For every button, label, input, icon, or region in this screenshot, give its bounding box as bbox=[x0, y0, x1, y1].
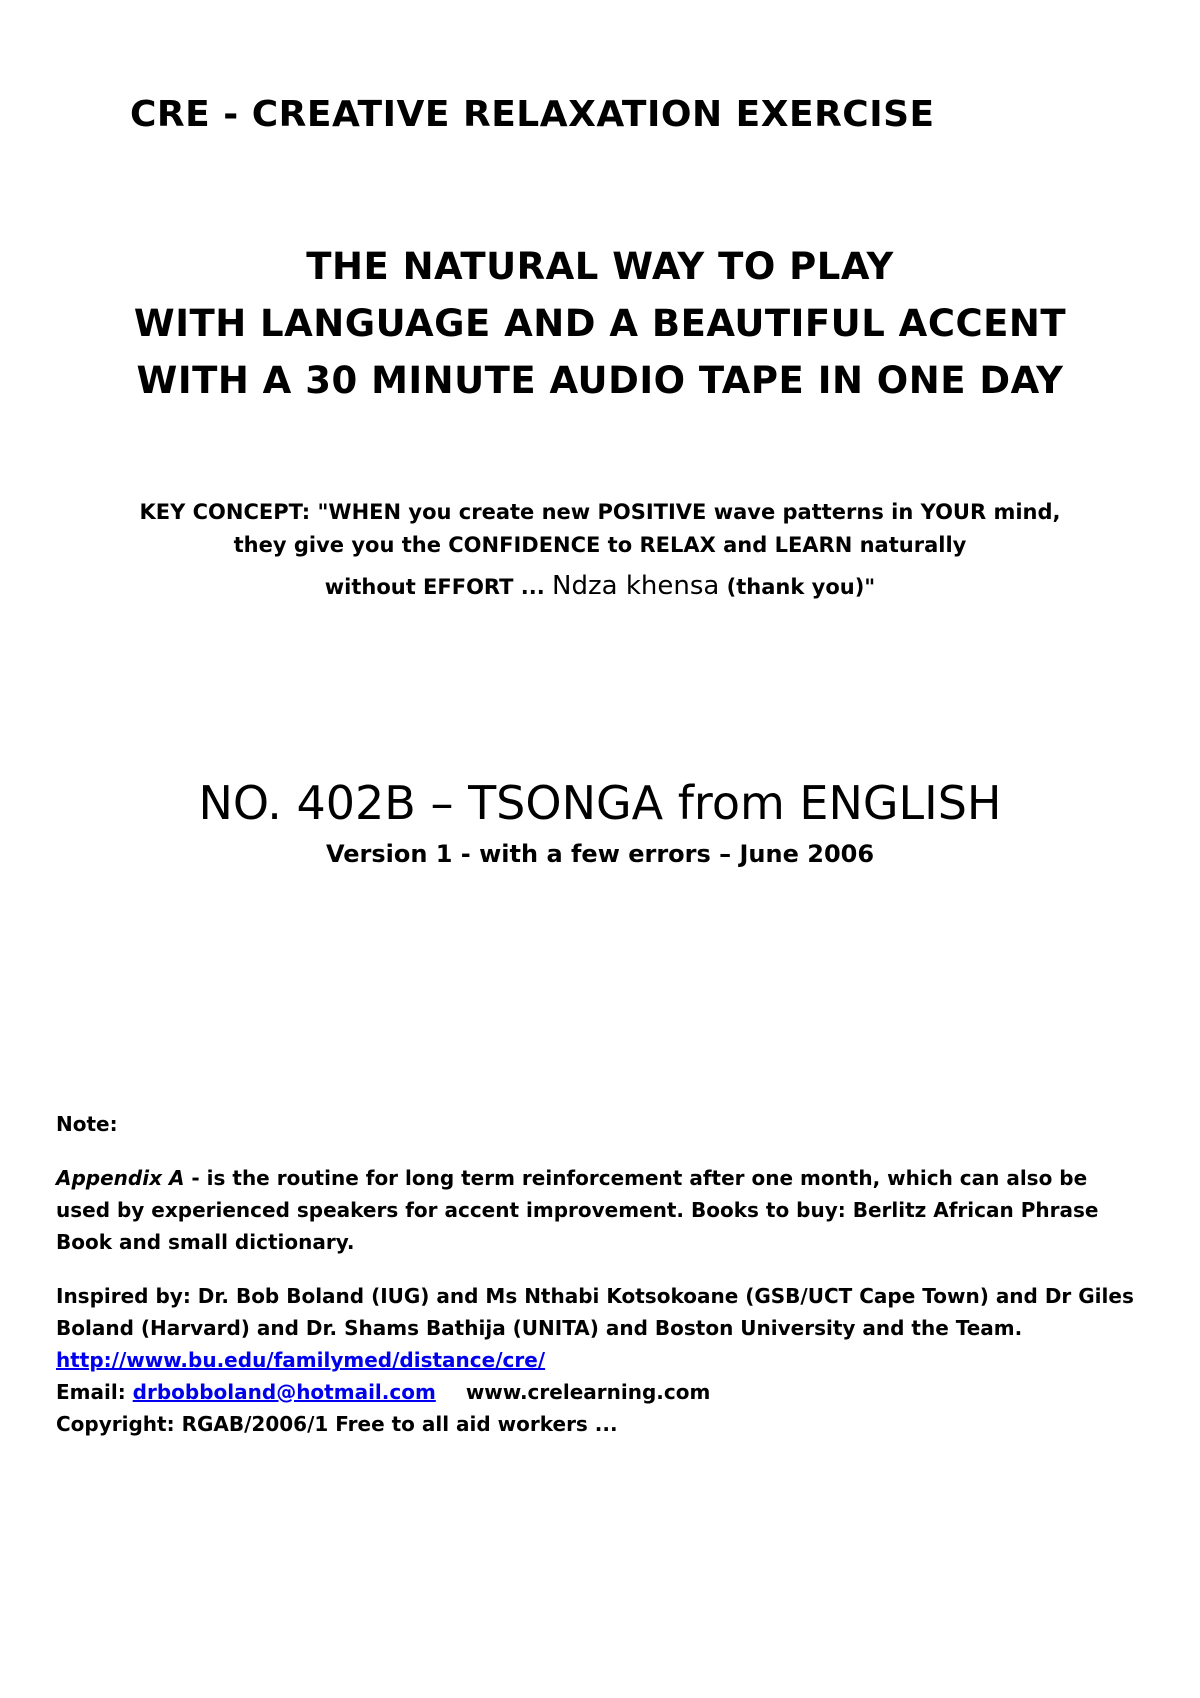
main-heading-line-2: WITH LANGUAGE AND A BEAUTIFUL ACCENT bbox=[133, 302, 1067, 345]
key-concept-line-2: they give you the CONFIDENCE to RELAX and LEARN naturally bbox=[233, 533, 967, 557]
main-heading-line-3: WITH A 30 MINUTE AUDIO TAPE IN ONE DAY bbox=[136, 359, 1064, 402]
notes-section bbox=[56, 1108, 1146, 1440]
note-label: Note: bbox=[56, 1112, 118, 1136]
copyright-line: Copyright: RGAB/2006/1 Free to all aid workers ... bbox=[56, 1412, 618, 1436]
website-text: www.crelearning.com bbox=[465, 1380, 711, 1404]
key-concept bbox=[0, 496, 1200, 604]
appendix-text: - is the routine for long term reinforcement after one month, which can also be used by experienced speakers for accent improvement. Books to buy: Berlitz African Phrase Book and small dictionary. bbox=[56, 1166, 1099, 1254]
key-concept-line-3-suffix: (thank you)" bbox=[726, 575, 876, 599]
version-line: Version 1 - with a few errors – June 2006 bbox=[325, 840, 875, 868]
bu-link[interactable]: http://www.bu.edu/familymed/distance/cre/ bbox=[56, 1348, 546, 1372]
inspired-text: Inspired by: Dr. Bob Boland (IUG) and Ms Nthabi Kotsokoane (GSB/UCT Cape Town) and Dr Giles Boland (Harvard) and Dr. Shams Bathija (UNITA) and Boston University and the Team. bbox=[56, 1284, 1134, 1340]
tsonga-phrase: Ndza khensa bbox=[552, 571, 720, 601]
inspired-paragraph bbox=[56, 1280, 1146, 1376]
appendix-paragraph bbox=[56, 1162, 1146, 1258]
key-concept-line-1: KEY CONCEPT: "WHEN you create new POSITIVE wave patterns in YOUR mind, bbox=[139, 500, 1061, 524]
document-number: NO. 402B – TSONGA from ENGLISH bbox=[198, 776, 1002, 830]
email-link[interactable]: drbobboland@hotmail.com bbox=[132, 1380, 436, 1404]
cre-title: CRE - CREATIVE RELAXATION EXERCISE bbox=[130, 94, 935, 135]
key-concept-line-3 bbox=[0, 570, 1200, 604]
appendix-name: Appendix A bbox=[56, 1166, 185, 1190]
email-label: Email: bbox=[56, 1380, 133, 1404]
key-concept-line-3-prefix: without EFFORT ... bbox=[324, 575, 545, 599]
main-heading bbox=[0, 238, 1200, 409]
email-line bbox=[56, 1376, 1146, 1408]
main-heading-line-1: THE NATURAL WAY TO PLAY bbox=[306, 245, 894, 288]
